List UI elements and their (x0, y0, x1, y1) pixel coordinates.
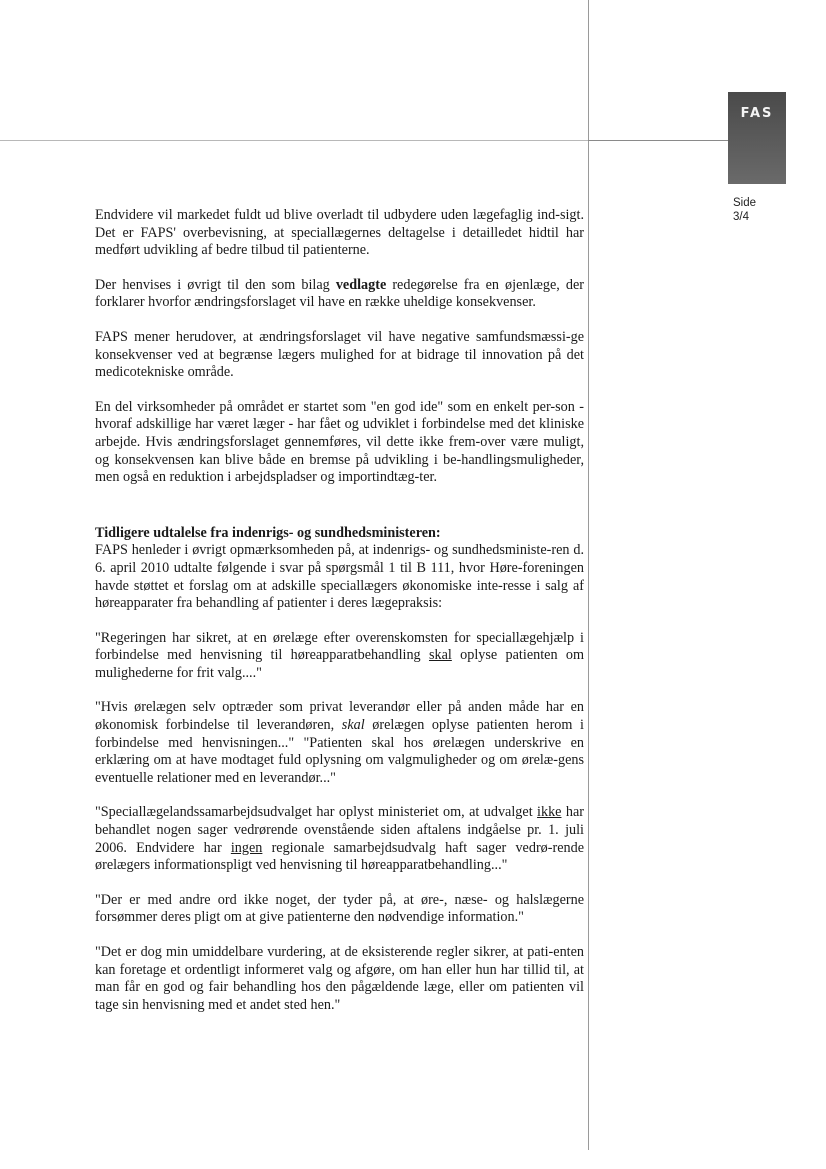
fas-logo (728, 92, 786, 184)
underlined-text: ikke (537, 804, 562, 821)
text-span: ørelægen oplyse patienten herom i forbindelse med henvisningen..." "Patienten skal hos ørelægen underskrive en erklæring om at have modtaget fuld oplysning om valgmuligheder og om ørelæ-gens eventuelle relationer med en leverandør..." (95, 717, 584, 786)
italic-text: skal (341, 717, 365, 734)
quote-3 (95, 804, 584, 874)
logo-text: FAS (740, 106, 774, 121)
text-span: "Speciallægelandssamarbejdsudvalget har oplyst ministeriet om, at udvalget (95, 804, 538, 821)
text-span: redegørelse fra en øjenlæge, der forklarer hvorfor ændringsforslaget vil have en række uheldige konsekvenser. (95, 276, 584, 311)
text-span: "Regeringen har sikret, at en ørelæge efter overenskomsten for speciallægehjælp i forbindelse med henvisning til høreapparatbehandling (95, 629, 584, 664)
text-span: "Hvis ørelægen selv optræder som privat leverandør eller på anden måde har en økonomisk forbindelse til leverandøren, (95, 699, 584, 734)
section-minister (95, 525, 584, 613)
quote-1 (95, 630, 584, 683)
text-span: regionale samarbejdsudvalg haft sager vedrø-rende ørelægers informationspligt ved henvisning til høreapparatbehandling..." (95, 839, 584, 874)
quote-5: "Det er dog min umiddelbare vurdering, at de eksisterende regler sikrer, at pati-enten kan foretage et ordentligt informeret valg og afgøre, om han eller hun har tillid til, at man får en god og fair behandling hos den pågældende læge, eller om patienten vil tage sin henvisning med et andet sted hen." (95, 944, 584, 1013)
paragraph-innovation: FAPS mener herudover, at ændringsforslaget vil have negative samfundsmæssi-ge konsekvenser ved at begrænse lægers mulighed for at bidrage til innovation på det medicotekniske område. (95, 328, 584, 381)
header-horizontal-rule (0, 140, 588, 141)
document-body (95, 207, 584, 1031)
text-span: har behandlet nogen sager vedrørende ovenstående siden aftalens indgåelse pr. 1. juli 2006. Endvidere har (95, 804, 585, 856)
text-span: Der henvises i øvrigt til den som bilag (95, 276, 336, 293)
bold-text: vedlagte (335, 276, 387, 293)
page-number: 3/4 (733, 211, 749, 223)
page-indicator (733, 196, 803, 224)
underlined-text: ingen (230, 839, 263, 856)
paragraph-market: Endvidere vil markedet fuldt ud blive overladt til udbydere uden lægefaglig ind-sigt. Det er FAPS' overbevisning, at speciallægernes deltagelse i detailledet hidtil har medført udvikling af bedre tilbud til patienterne. (95, 207, 584, 259)
paragraph-minister-intro: FAPS henleder i øvrigt opmærksomheden på, at indenrigs- og sundhedsministe-ren d. 6. april 2010 udtalte følgende i svar på spørgsmål 1 til B 111, hvor Høre-foreningen havde støttet et forslag om at adskille speciallægers økonomiske inte-resse i salg af høreapparater fra behandling af patienter i deres lægepraksis: (95, 542, 584, 612)
text-span: oplyse patienten om mulighederne for frit valg...." (95, 647, 584, 681)
quote-4: "Der er med andre ord ikke noget, der tyder på, at øre-, næse- og halslægerne forsømmer deres pligt om at give patienterne den nødvendige information." (95, 891, 584, 926)
underlined-text: skal (428, 647, 452, 664)
paragraph-companies: En del virksomheder på området er startet som "en god ide" som en enkelt per-son - hvoraf adskillige har været læger - har fået og udviklet i forbindelse med det kliniske arbejde. Hvis ændringsforslaget gennemføres, vil dette ikke frem-over være muligt, og konsekvensen kan blive både en bremse på udvikling i be-handlingsmuligheder, men også en reduktion i arbejdspladser og importindtæg-ter. (95, 398, 584, 486)
header-rule-right (588, 140, 728, 141)
paragraph-attachment (95, 277, 584, 312)
quote-2 (95, 699, 584, 787)
side-label: Side (733, 197, 757, 209)
margin-vertical-rule (588, 0, 589, 1150)
section-heading: Tidligere udtalelse fra indenrigs- og sundhedsministeren: (95, 524, 441, 541)
